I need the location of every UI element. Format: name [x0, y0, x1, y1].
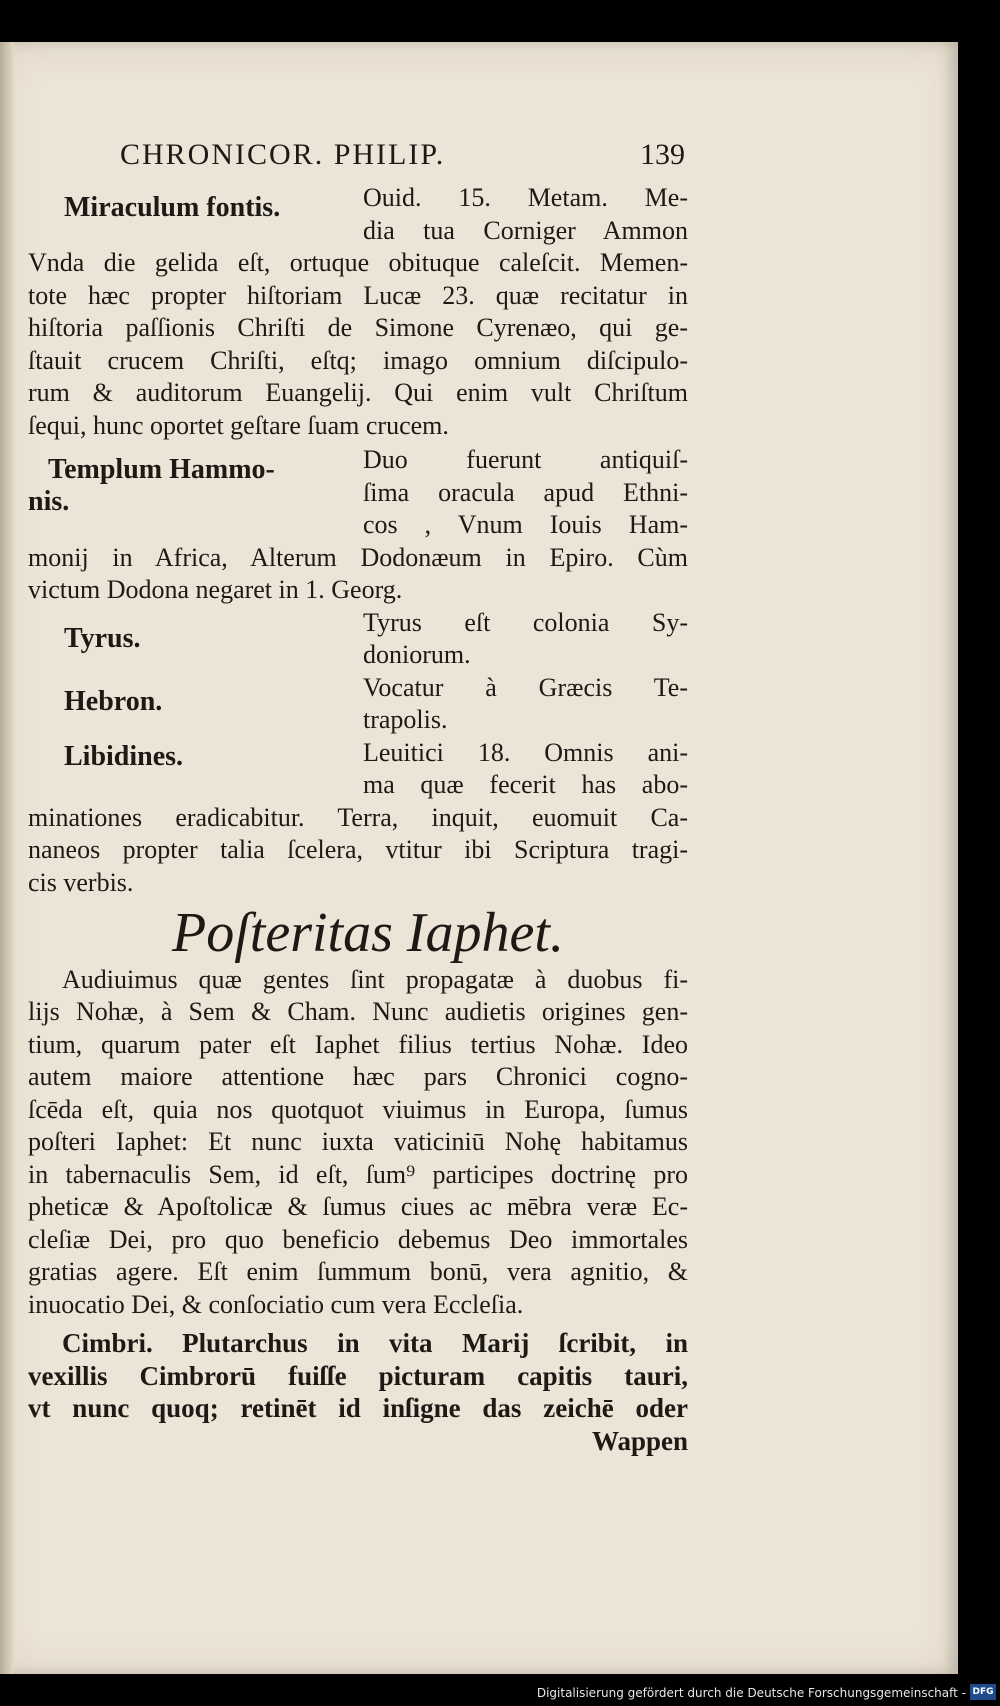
text-line: trapolis. — [363, 705, 448, 734]
paragraph — [28, 802, 688, 900]
margin-note-line: nis. — [28, 486, 70, 517]
text-line: Tyrus eſt colonia Sy- — [363, 607, 688, 637]
text-line: in tabernaculis Sem, id eſt, ſum⁹ participes doctrinę pro — [28, 1159, 688, 1189]
paragraph — [28, 247, 688, 442]
text-line: Audiuimus quæ gentes ſint propagatæ à duobus fi- — [62, 964, 688, 994]
page-body — [28, 182, 688, 1457]
text-line: gratias agere. Eſt enim ſummum bonū, vera agnitio, & — [28, 1257, 688, 1286]
side-text — [363, 182, 688, 247]
side-text — [363, 672, 688, 737]
page-number: 139 — [640, 138, 685, 171]
catchword: Wappen — [591, 1425, 688, 1456]
side-text — [363, 444, 688, 542]
text-line: Duo fuerunt antiquiſ- — [363, 445, 688, 474]
side-text — [363, 737, 688, 802]
text-line: rum & auditorum Euangelij. Qui enim vult Chriſtum — [28, 378, 688, 407]
paragraph — [28, 542, 688, 607]
text-line: cos , Vnum Iouis Ham- — [363, 510, 688, 539]
section-hebron — [28, 672, 688, 737]
paragraph — [28, 1327, 688, 1425]
text-line: Cimbri. Plutarchus in vita Marij ſcribit, in — [62, 1328, 688, 1358]
section-tyrus — [28, 607, 688, 672]
dfg-logo-icon: DFG — [970, 1684, 996, 1700]
margin-note: Hebron. — [64, 685, 163, 717]
section-heading: Poſteritas Iaphet. — [172, 902, 564, 964]
margin-note — [28, 444, 363, 518]
margin-note-line: Templum Hammo- — [48, 454, 275, 485]
text-line: vexillis Cimbrorū fuiſſe picturam capitis tauri, — [28, 1360, 688, 1391]
side-text — [363, 607, 688, 672]
text-line: ſcēda eſt, quia nos quotquot viuimus in Europa, ſumus — [28, 1094, 688, 1124]
text-line: autem maiore attentione hæc pars Chronici cogno- — [28, 1062, 688, 1091]
text-line: doniorum. — [363, 640, 471, 669]
text-line: Vocatur à Græcis Te- — [363, 672, 688, 702]
text-line: tium, quarum pater eſt Iaphet filius tertius Nohæ. Ideo — [28, 1029, 688, 1059]
text-line: ſequi, hunc oportet geſtare ſuam crucem. — [28, 410, 449, 440]
book-page — [0, 42, 958, 1674]
text-line: pheticæ & Apoſtolicæ & ſumus ciues ac mēbra veræ Ec- — [28, 1192, 688, 1221]
text-line: cis verbis. — [28, 867, 134, 897]
footer-bar — [0, 1674, 1000, 1706]
section-templum-hammonis — [28, 444, 688, 542]
margin-note: Miraculum fontis. — [64, 192, 281, 223]
margin-note: Tyrus. — [64, 622, 141, 654]
text-line: minationes eradicabitur. Terra, inquit, euomuit Ca- — [28, 802, 688, 832]
text-line: ſtauit crucem Chriſti, eſtq; imago omnium diſcipulo- — [28, 345, 688, 375]
text-line: tote hæc propter hiſtoriam Lucæ 23. quæ recitatur in — [28, 280, 688, 310]
text-line: ma quæ fecerit has abo- — [363, 770, 688, 799]
paragraph — [28, 964, 688, 1322]
running-title: CHRONICOR. PHILIP. — [120, 138, 446, 171]
text-line: Leuitici 18. Omnis ani- — [363, 737, 688, 767]
text-line: dia tua Corniger Ammon — [363, 215, 688, 245]
margin-note: Libidines. — [64, 740, 184, 772]
text-line: Ouid. 15. Metam. Me- — [363, 183, 688, 212]
text-line: Vnda die gelida eſt, ortuque obituque caleſcit. Memen- — [28, 248, 688, 277]
funding-credit: Digitalisierung gefördert durch die Deutsche Forschungsgemeinschaft - — [536, 1686, 966, 1700]
text-line: poſteri Iaphet: Et nunc iuxta vaticiniū Nohę habitamus — [28, 1127, 688, 1156]
section-miraculum-fontis — [28, 182, 688, 247]
text-line: victum Dodona negaret in 1. Georg. — [28, 575, 403, 604]
text-line: lijs Nohæ, à Sem & Cham. Nunc audietis origines gen- — [28, 997, 688, 1026]
text-line: naneos propter talia ſcelera, vtitur ibi Scriptura tragi- — [28, 835, 688, 864]
text-line: cleſiæ Dei, pro quo beneficio debemus Deo immortales — [28, 1224, 688, 1254]
section-libidines — [28, 737, 688, 802]
text-line: inuocatio Dei, & conſociatio cum vera Eccleſia. — [28, 1289, 524, 1319]
text-line: monij in Africa, Alterum Dodonæum in Epiro. Cùm — [28, 542, 688, 572]
text-line: ſima oracula apud Ethni- — [363, 477, 688, 507]
text-line: vt nunc quoq; retinēt id inſigne das zeichē oder — [28, 1393, 688, 1423]
text-line: hiſtoria paſſionis Chriſti de Simone Cyrenæo, qui ge- — [28, 313, 688, 342]
